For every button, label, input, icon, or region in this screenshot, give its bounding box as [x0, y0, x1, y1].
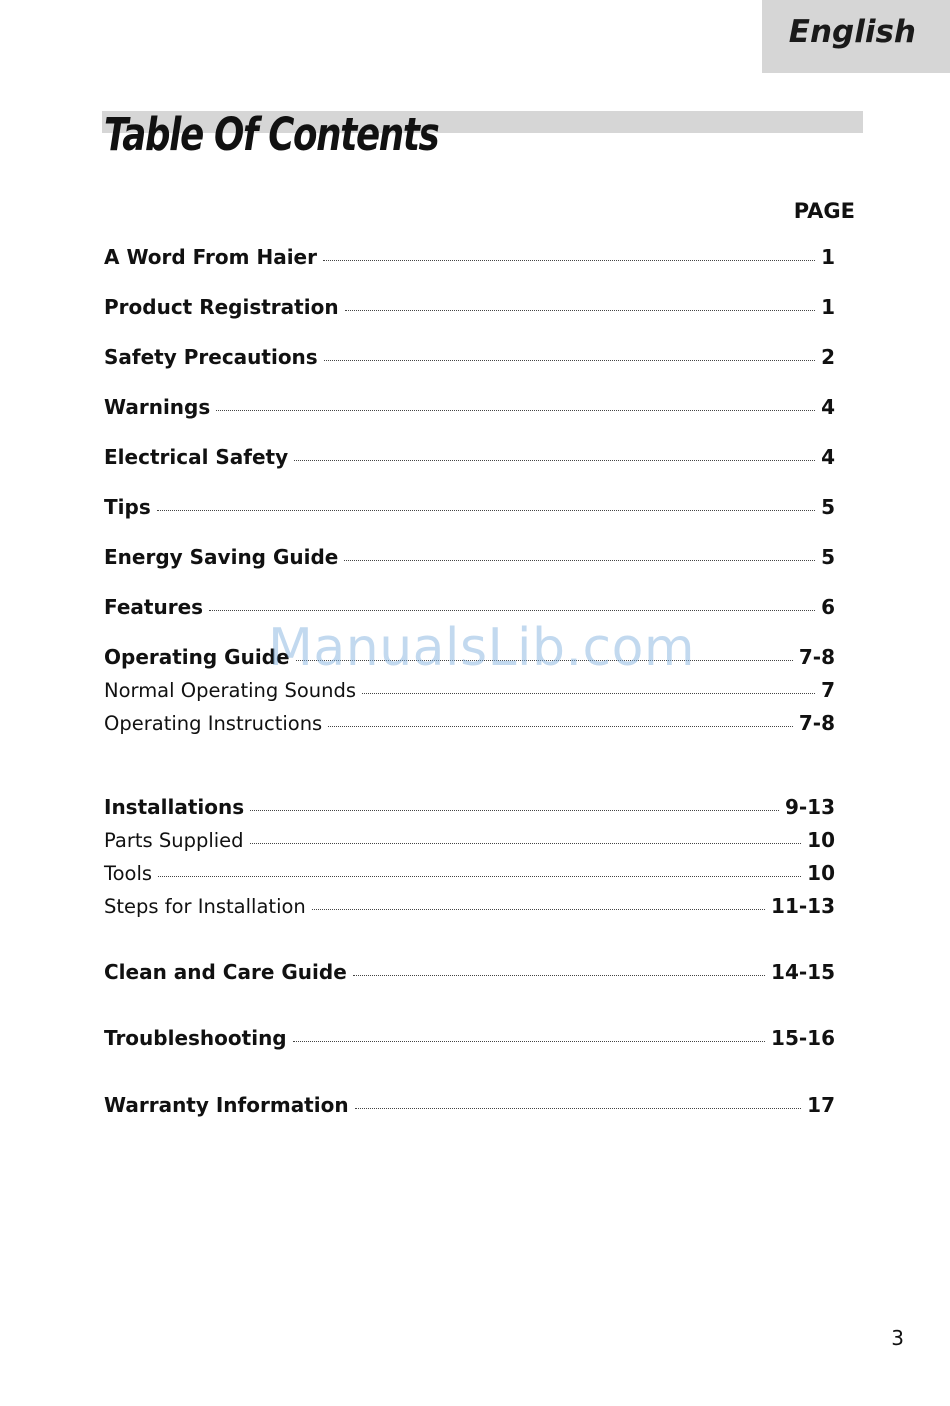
toc-entry	[104, 395, 835, 425]
toc-entry-page: 11-13	[771, 894, 835, 918]
page-number: 3	[891, 1326, 904, 1350]
toc-entry-label: A Word From Haier	[104, 245, 317, 269]
language-tab	[762, 0, 950, 73]
dot-leader	[157, 510, 815, 511]
watermark: ManualsLib.com	[268, 618, 696, 678]
toc-entry-label: Parts Supplied	[104, 829, 244, 852]
page-column-header: PAGE	[793, 199, 855, 223]
toc-entry-label: Installations	[104, 795, 245, 819]
toc-entry	[104, 545, 835, 575]
page-title: Table Of Contents	[104, 108, 439, 161]
toc-entry-label: Operating Instructions	[104, 712, 323, 735]
toc-entry	[104, 345, 835, 375]
toc-entry-page: 2	[821, 345, 835, 369]
toc-subentry	[104, 894, 835, 924]
toc-entry-page: 1	[821, 295, 835, 319]
toc-entry-label: Operating Guide	[104, 645, 290, 669]
toc-entry-page: 17	[807, 1093, 835, 1117]
toc-subentry	[104, 678, 835, 708]
dot-leader	[250, 810, 779, 811]
dot-leader	[344, 560, 815, 561]
toc-entry-page: 5	[821, 545, 835, 569]
toc-entry-label: Normal Operating Sounds	[104, 679, 357, 702]
toc-entry-label: Electrical Safety	[104, 445, 289, 469]
toc-entry-page: 5	[821, 495, 835, 519]
dot-leader	[312, 909, 765, 910]
toc-entry-label: Troubleshooting	[104, 1026, 287, 1050]
toc-entry-page: 10	[807, 828, 835, 852]
toc-entry	[104, 1093, 835, 1123]
dot-leader	[323, 260, 815, 261]
toc-entry-page: 4	[821, 445, 835, 469]
dot-leader	[362, 693, 815, 694]
dot-leader	[216, 410, 815, 411]
language-label: English	[788, 14, 916, 50]
toc-entry	[104, 445, 835, 475]
toc-entry	[104, 795, 835, 825]
toc-entry-page: 7	[821, 678, 835, 702]
dot-leader	[328, 726, 793, 727]
toc-entry-label: Steps for Installation	[104, 895, 306, 918]
toc-entry-label: Product Registration	[104, 295, 339, 319]
dot-leader	[293, 1041, 765, 1042]
dot-leader	[158, 876, 801, 877]
toc-entry-page: 7-8	[798, 711, 835, 735]
toc-entry	[104, 495, 835, 525]
toc-entry	[104, 960, 835, 990]
toc-entry-label: Features	[104, 595, 204, 619]
toc-entry	[104, 1026, 835, 1056]
dot-leader	[209, 610, 815, 611]
toc-entry-label: Safety Precautions	[104, 345, 318, 369]
dot-leader	[353, 975, 765, 976]
toc-entry-page: 1	[821, 245, 835, 269]
dot-leader	[345, 310, 816, 311]
toc-entry-label: Energy Saving Guide	[104, 545, 339, 569]
dot-leader	[355, 1108, 802, 1109]
toc-entry-page: 6	[821, 595, 835, 619]
toc-entry-label: Warnings	[104, 395, 211, 419]
toc-entry	[104, 245, 835, 275]
toc-subentry	[104, 861, 835, 891]
dot-leader	[294, 460, 815, 461]
dot-leader	[250, 843, 802, 844]
toc-entry-page: 9-13	[784, 795, 835, 819]
toc-entry-label: Tips	[104, 495, 151, 519]
toc-entry-page: 14-15	[771, 960, 835, 984]
toc-entry-page: 4	[821, 395, 835, 419]
toc-entry-page: 15-16	[771, 1026, 835, 1050]
toc-entry-label: Warranty Information	[104, 1093, 349, 1117]
toc-subentry	[104, 828, 835, 858]
dot-leader	[324, 360, 815, 361]
toc-entry-page: 7-8	[798, 645, 835, 669]
toc-entry-label: Clean and Care Guide	[104, 960, 347, 984]
toc-entry	[104, 295, 835, 325]
toc-entry-page: 10	[807, 861, 835, 885]
toc-entry-label: Tools	[104, 862, 153, 885]
toc-subentry	[104, 711, 835, 741]
